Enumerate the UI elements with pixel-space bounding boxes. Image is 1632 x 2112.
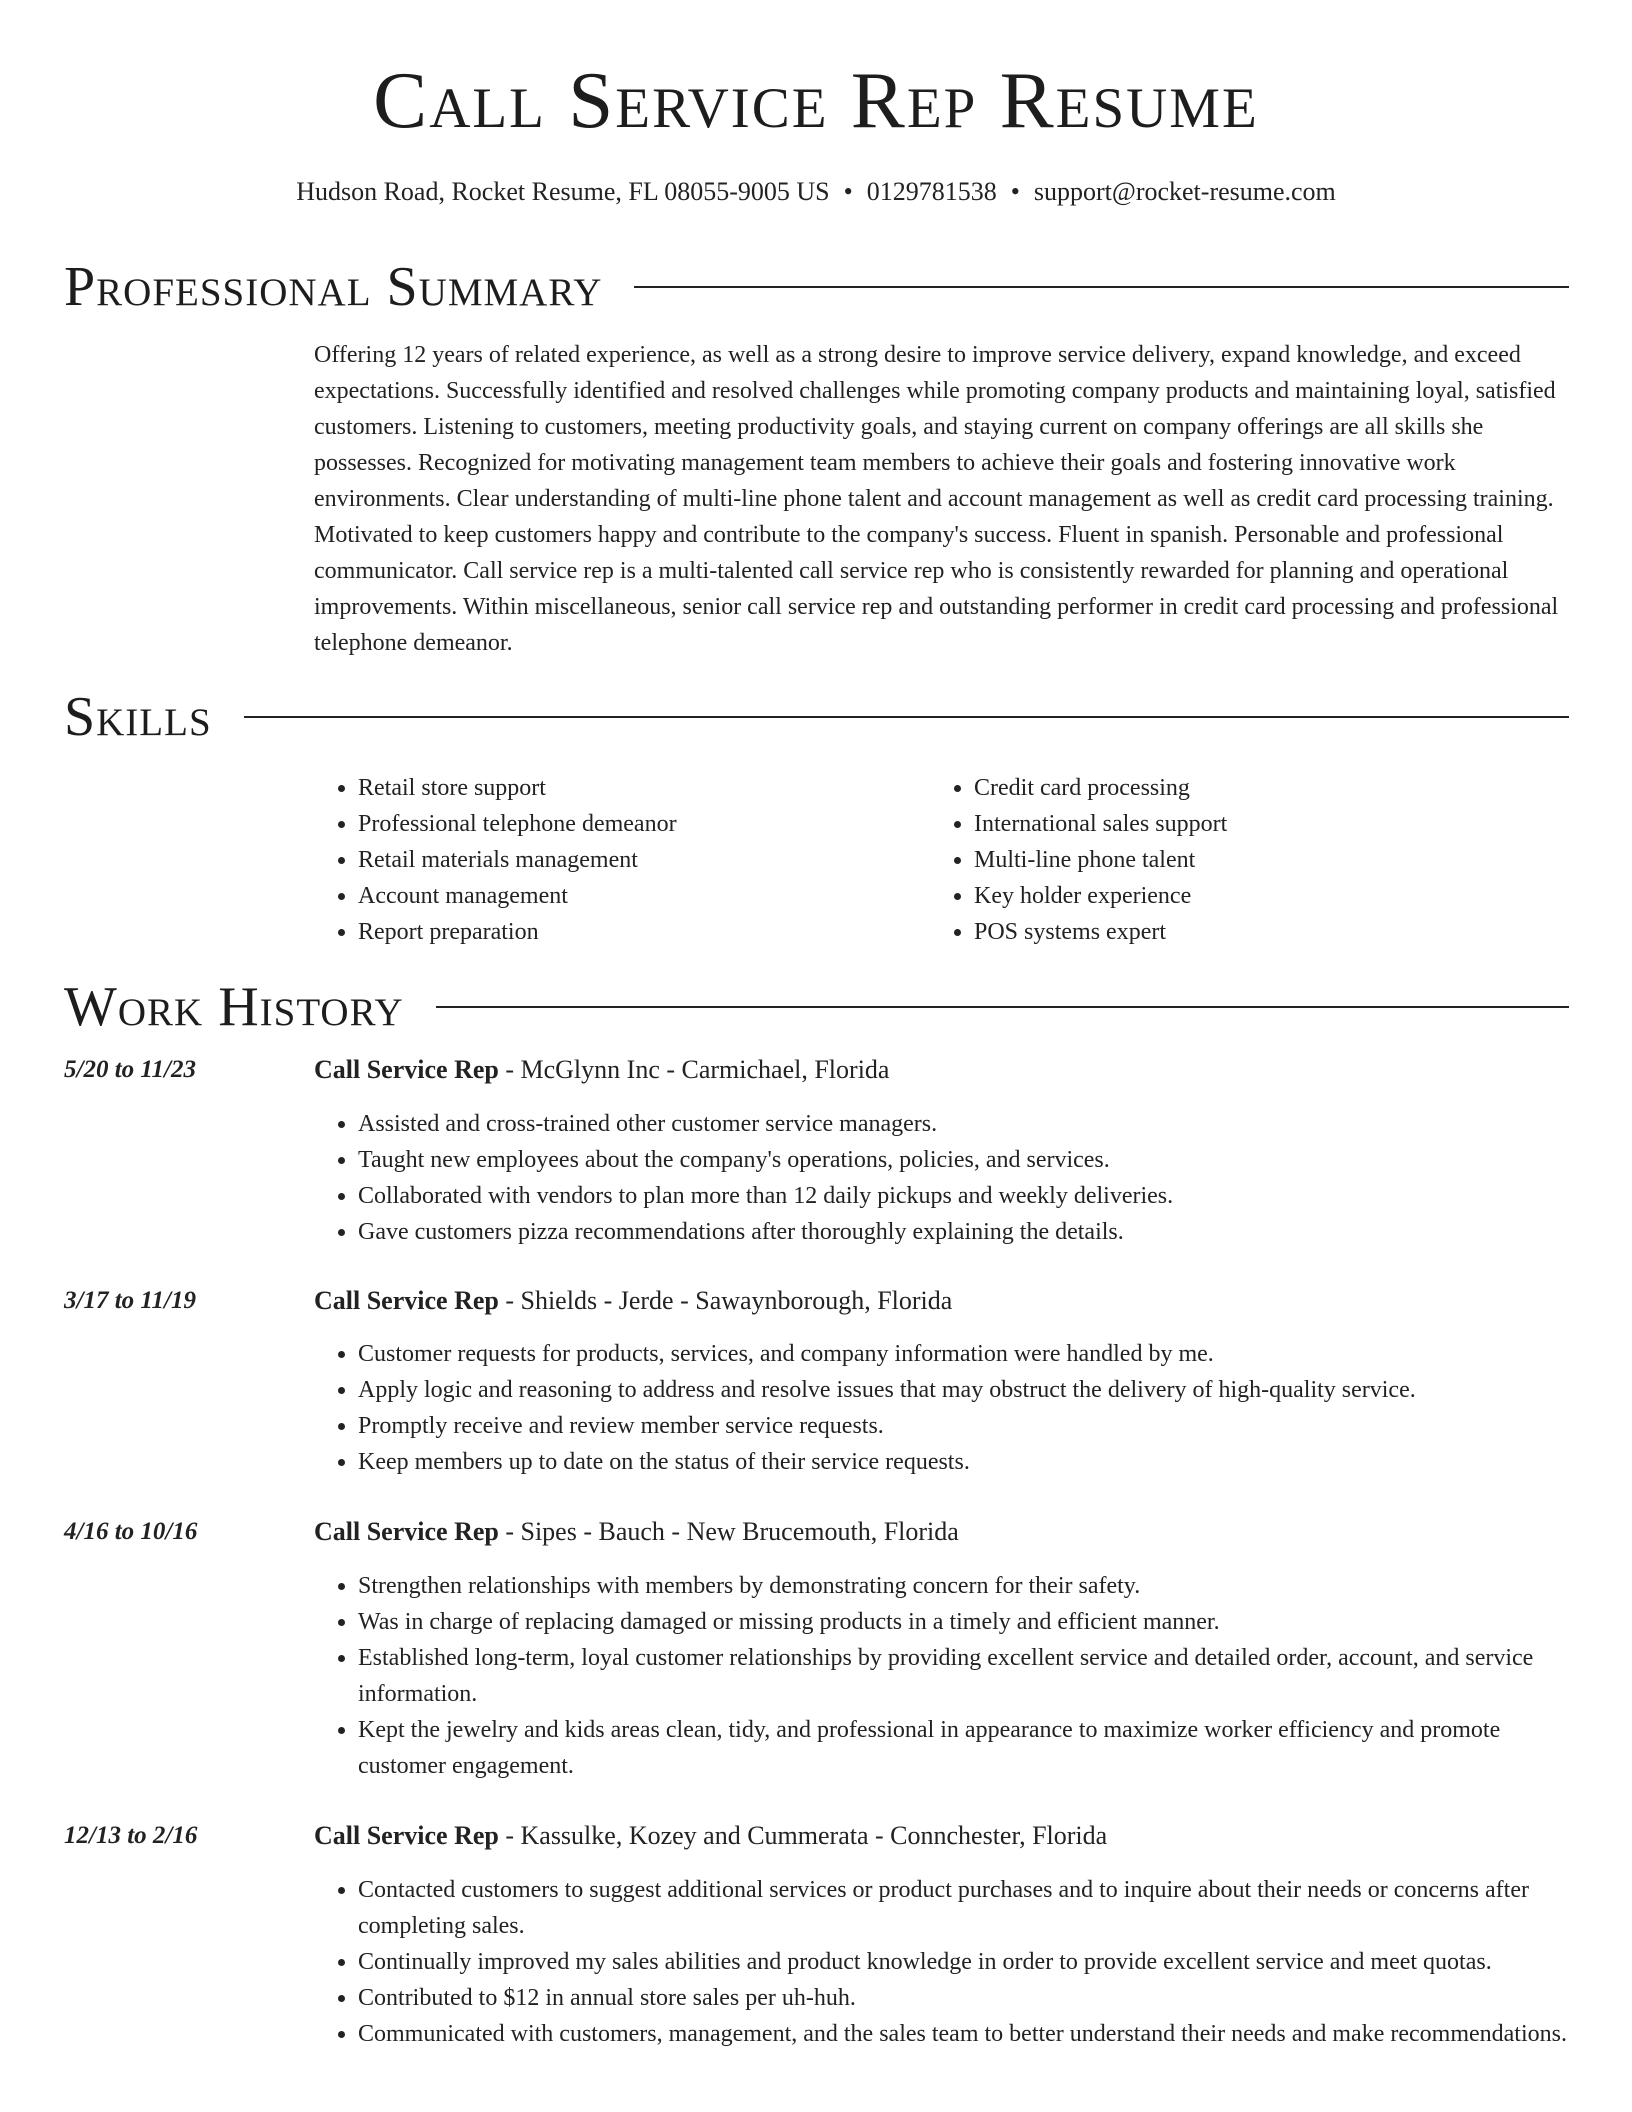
job-heading	[314, 1818, 1569, 1854]
job-heading	[314, 1052, 1569, 1088]
job-title: Call Service Rep	[314, 1286, 499, 1315]
job-title: Call Service Rep	[314, 1517, 499, 1546]
job-bullet: • Taught new employees about the company's operations, policies, and services.	[358, 1142, 1569, 1178]
contact-address: Hudson Road, Rocket Resume, FL 08055-9005 US	[296, 177, 830, 206]
job-bullet: • Strengthen relationships with members by demonstrating concern for their safety.	[358, 1568, 1569, 1604]
job-bullet: • Assisted and cross-trained other customer service managers.	[358, 1106, 1569, 1142]
job-dates: 3/17 to 11/19	[64, 1287, 196, 1314]
skill-item: • Professional telephone demeanor	[358, 806, 918, 842]
skill-item: • POS systems expert	[974, 914, 1534, 950]
skills-list-right	[930, 770, 1534, 950]
contact-line	[0, 172, 1632, 212]
job-employer: - McGlynn Inc - Carmichael, Florida	[498, 1055, 890, 1084]
job-employer: - Kassulke, Kozey and Cummerata - Connchester, Florida	[498, 1821, 1108, 1850]
section-divider	[634, 286, 1569, 288]
section-title-work: Work History	[64, 976, 404, 1038]
job-title: Call Service Rep	[314, 1055, 499, 1084]
job-bullet: • Communicated with customers, management, and the sales team to better understand their needs and make recommendations.	[358, 2016, 1569, 2052]
section-divider	[436, 1006, 1569, 1008]
skill-item: • Key holder experience	[974, 878, 1534, 914]
job-bullet: • Promptly receive and review member service requests.	[358, 1408, 1569, 1444]
job-bullet: • Kept the jewelry and kids areas clean, tidy, and professional in appearance to maximize worker efficiency and promote customer engagement.	[358, 1712, 1569, 1784]
contact-separator: •	[1010, 177, 1020, 206]
job-bullet: • Apply logic and reasoning to address and resolve issues that may obstruct the delivery of high-quality service.	[358, 1372, 1569, 1408]
skill-item: • Credit card processing	[974, 770, 1534, 806]
job-heading	[314, 1283, 1569, 1319]
skill-item: • Report preparation	[358, 914, 918, 950]
job-bullet: • Continually improved my sales abilities and product knowledge in order to provide excellent service and meet quotas.	[358, 1944, 1569, 1980]
contact-phone: 0129781538	[866, 177, 997, 206]
summary-text: Offering 12 years of related experience, as well as a strong desire to improve service delivery, expand knowledge, and exceed expectations. Successfully identified and resolved challenges while promoting company products and maintaining loyal, satisfied customers. Listening to customers, meeting productivity goals, and staying current on company offerings are all skills she possesses. Recognized for motivating management team members to achieve their goals and fostering innovative work environments. Clear understanding of multi-line phone talent and account management as well as credit card processing training. Motivated to keep customers happy and contribute to the company's success. Fluent in spanish. Personable and professional communicator. Call service rep is a multi-talented call service rep who is consistently rewarded for planning and operational improvements. Within miscellaneous, senior call service rep and outstanding performer in credit card processing and professional telephone demeanor.	[314, 342, 1559, 656]
section-title-skills: Skills	[64, 686, 212, 748]
job-dates: 5/20 to 11/23	[64, 1056, 196, 1083]
skill-item: • Retail store support	[358, 770, 918, 806]
job-bullet: • Established long-term, loyal customer relationships by providing excellent service and detailed order, account, and service information.	[358, 1640, 1569, 1712]
section-header-skills	[64, 682, 1569, 752]
job-bullet: • Customer requests for products, services, and company information were handled by me.	[358, 1336, 1569, 1372]
skill-item: • Multi-line phone talent	[974, 842, 1534, 878]
job-dates: 4/16 to 10/16	[64, 1518, 198, 1545]
resume-title: Call Service Rep Resume	[373, 55, 1259, 145]
contact-email: support@rocket-resume.com	[1033, 177, 1336, 206]
job-bullet: • Was in charge of replacing damaged or missing products in a timely and efficient manner.	[358, 1604, 1569, 1640]
job-bullet-list	[314, 1336, 1569, 1480]
job-bullet-list	[314, 1568, 1569, 1784]
skill-item: • Retail materials management	[358, 842, 918, 878]
job-bullet: • Contributed to $12 in annual store sales per uh-huh.	[358, 1980, 1569, 2016]
job-bullet-list	[314, 1106, 1569, 1250]
job-bullet-list	[314, 1872, 1569, 2052]
contact-separator: •	[843, 177, 853, 206]
job-employer: - Shields - Jerde - Sawaynborough, Florida	[498, 1286, 953, 1315]
job-bullet: • Keep members up to date on the status of their service requests.	[358, 1444, 1569, 1480]
section-divider	[244, 716, 1569, 718]
skill-item: • International sales support	[974, 806, 1534, 842]
section-header-work	[64, 972, 1569, 1042]
job-dates: 12/13 to 2/16	[64, 1822, 198, 1849]
job-bullet: • Contacted customers to suggest additional services or product purchases and to inquire about their needs or concerns after completing sales.	[358, 1872, 1569, 1944]
job-title: Call Service Rep	[314, 1821, 499, 1850]
job-heading	[314, 1514, 1569, 1550]
job-employer: - Sipes - Bauch - New Brucemouth, Florida	[498, 1517, 959, 1546]
skills-list-left	[314, 770, 918, 950]
skill-item: • Account management	[358, 878, 918, 914]
section-header-summary	[64, 252, 1569, 322]
job-bullet: • Collaborated with vendors to plan more than 12 daily pickups and weekly deliveries.	[358, 1178, 1569, 1214]
job-bullet: • Gave customers pizza recommendations after thoroughly explaining the details.	[358, 1214, 1569, 1250]
section-title-summary: Professional Summary	[64, 256, 603, 318]
